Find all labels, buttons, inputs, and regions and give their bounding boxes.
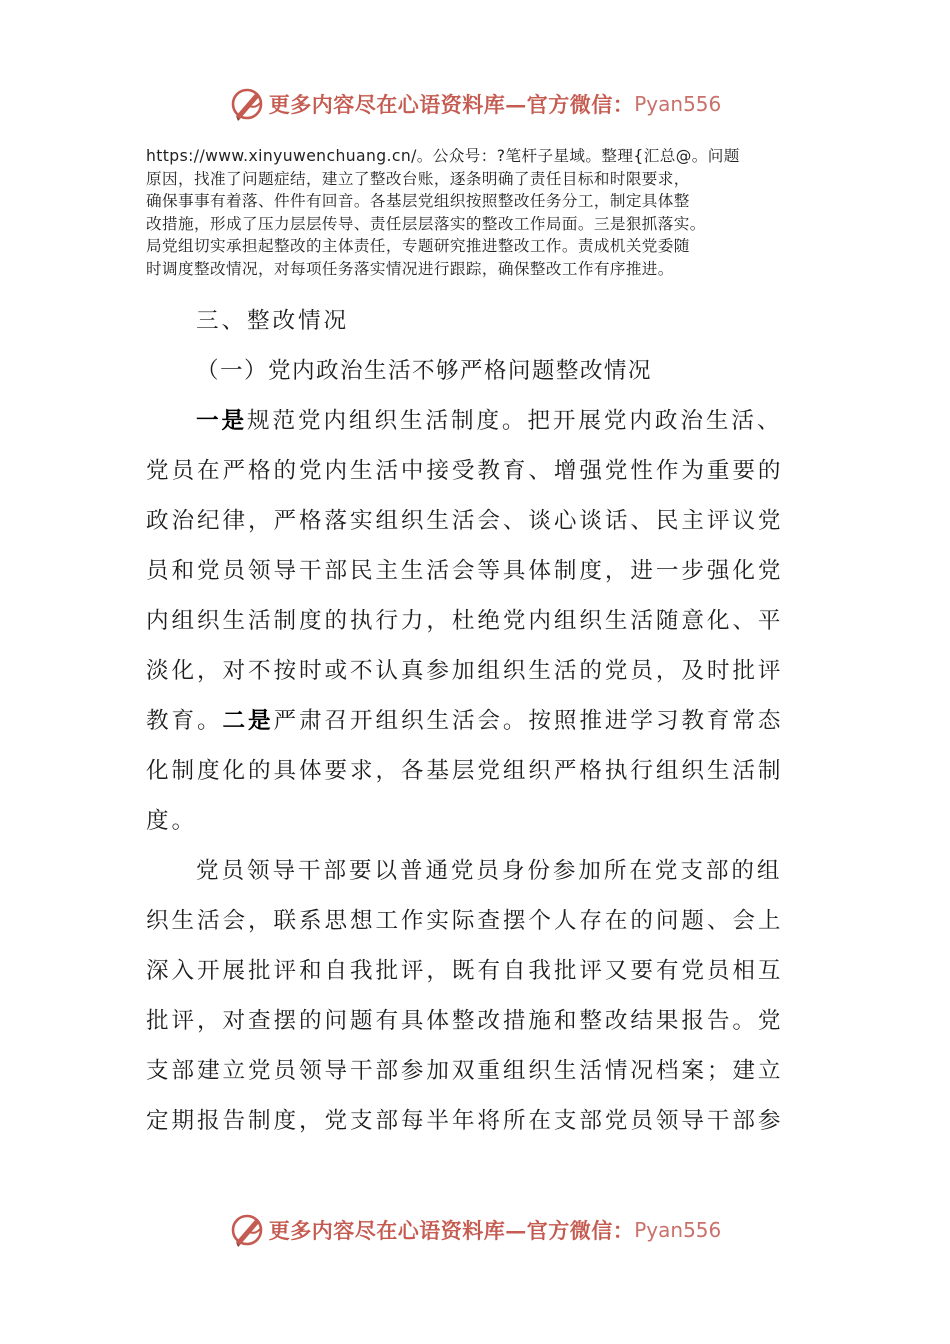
intro-line: 确保事事有着落、件件有回音。各基层党组织按照整改任务分工，制定具体整 bbox=[146, 192, 690, 211]
bold-marker: 二是 bbox=[222, 708, 274, 734]
intro-line: 局党组切实承担起整改的主体责任，专题研究推进整改工作。责成机关党委随 bbox=[146, 237, 690, 256]
body-text: 严肃召开组织生活会。按照推进学习教育常态 bbox=[273, 708, 784, 734]
body-line: 政治纪律，严格落实组织生活会、谈心谈话、民主评议党 bbox=[146, 508, 784, 534]
pen-circle-logo-icon bbox=[229, 86, 265, 122]
footer-banner bbox=[0, 1210, 950, 1250]
intro-line: 改措施，形成了压力层层传导、责任层层落实的整改工作局面。三是狠抓落实。 bbox=[146, 214, 706, 233]
section-heading: 三、整改情况 bbox=[196, 308, 349, 334]
body-line: 党员领导干部要以普通党员身份参加所在党支部的组 bbox=[196, 858, 783, 884]
body-line bbox=[196, 403, 782, 435]
body-line: 深入开展批评和自我批评，既有自我批评又要有党员相互 bbox=[146, 958, 784, 984]
body-line: 批评，对查摆的问题有具体整改措施和整改结果报告。党 bbox=[146, 1008, 784, 1034]
body-line: 内组织生活制度的执行力，杜绝党内组织生活随意化、平 bbox=[146, 608, 784, 634]
body-text: 教育。 bbox=[146, 708, 223, 734]
body-line: 化制度化的具体要求，各基层党组织严格执行组织生活制 bbox=[146, 758, 784, 784]
pen-circle-logo-icon bbox=[229, 1212, 265, 1248]
bold-marker: 一是 bbox=[196, 408, 247, 434]
body-text: 规范党内组织生活制度。把开展党内政治生活、 bbox=[247, 408, 783, 434]
body-line: 党员在严格的党内生活中接受教育、增强党性作为重要的 bbox=[146, 458, 784, 484]
intro-line: https://www.xinyuwenchuang.cn/。公众号：?笔杆子星域。整理{汇总@。问题 bbox=[146, 147, 740, 165]
body-line: 淡化，对不按时或不认真参加组织生活的党员，及时批评 bbox=[146, 658, 784, 684]
intro-line: 时调度整改情况，对每项任务落实情况进行跟踪，确保整改工作有序推进。 bbox=[146, 259, 674, 278]
body-line: 织生活会，联系思想工作实际查摆个人存在的问题、会上 bbox=[146, 908, 784, 934]
banner-text: 更多内容尽在心语资料库—官方微信： bbox=[268, 92, 635, 117]
sub-heading: （一）党内政治生活不够严格问题整改情况 bbox=[196, 358, 652, 384]
banner-text: 更多内容尽在心语资料库—官方微信： bbox=[268, 1218, 635, 1243]
body-line: 支部建立党员领导干部参加双重组织生活情况档案；建立 bbox=[146, 1058, 784, 1084]
banner-wechat-id: Pyan556 bbox=[634, 1218, 722, 1242]
intro-paragraph bbox=[146, 145, 836, 281]
body-line: 度。 bbox=[146, 808, 197, 834]
intro-line: 原因，找准了问题症结，建立了整改台账，逐条明确了责任目标和时限要求， bbox=[146, 169, 690, 188]
body-line: 定期报告制度，党支部每半年将所在支部党员领导干部参 bbox=[146, 1108, 784, 1134]
header-banner bbox=[0, 84, 950, 124]
body-line bbox=[146, 703, 783, 735]
banner-wechat-id: Pyan556 bbox=[634, 92, 722, 116]
body-line: 员和党员领导干部民主生活会等具体制度，进一步强化党 bbox=[146, 558, 784, 584]
